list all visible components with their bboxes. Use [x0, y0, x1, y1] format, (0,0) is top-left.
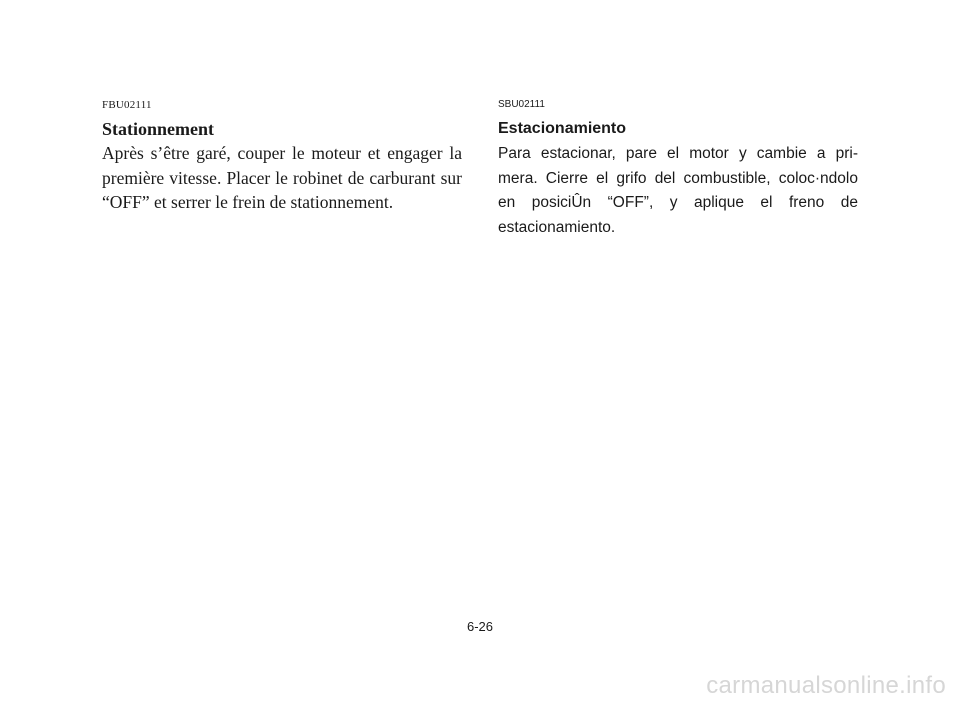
watermark: carmanualsonline.info: [706, 672, 946, 699]
spanish-section: [498, 98, 858, 240]
section-code: SBU02111: [498, 99, 545, 110]
french-section: [102, 98, 462, 215]
section-body: Après s’être garé, couper le moteur et engager la première vitesse. Placer le robinet de carburant sur “OFF” et serrer le frein de stationnement.: [102, 143, 462, 212]
section-title: Stationnement: [102, 119, 214, 139]
section-body: Para estacionar, pare el motor y cambie a pri-mera. Cierre el grifo del combustible, coloc·ndolo en posiciÛn “OFF”, y aplique el freno de estacionamiento.: [498, 145, 858, 236]
page-number: 6-26: [466, 619, 494, 634]
section-title: Estacionamiento: [498, 120, 627, 137]
section-code: FBU02111: [102, 99, 152, 111]
